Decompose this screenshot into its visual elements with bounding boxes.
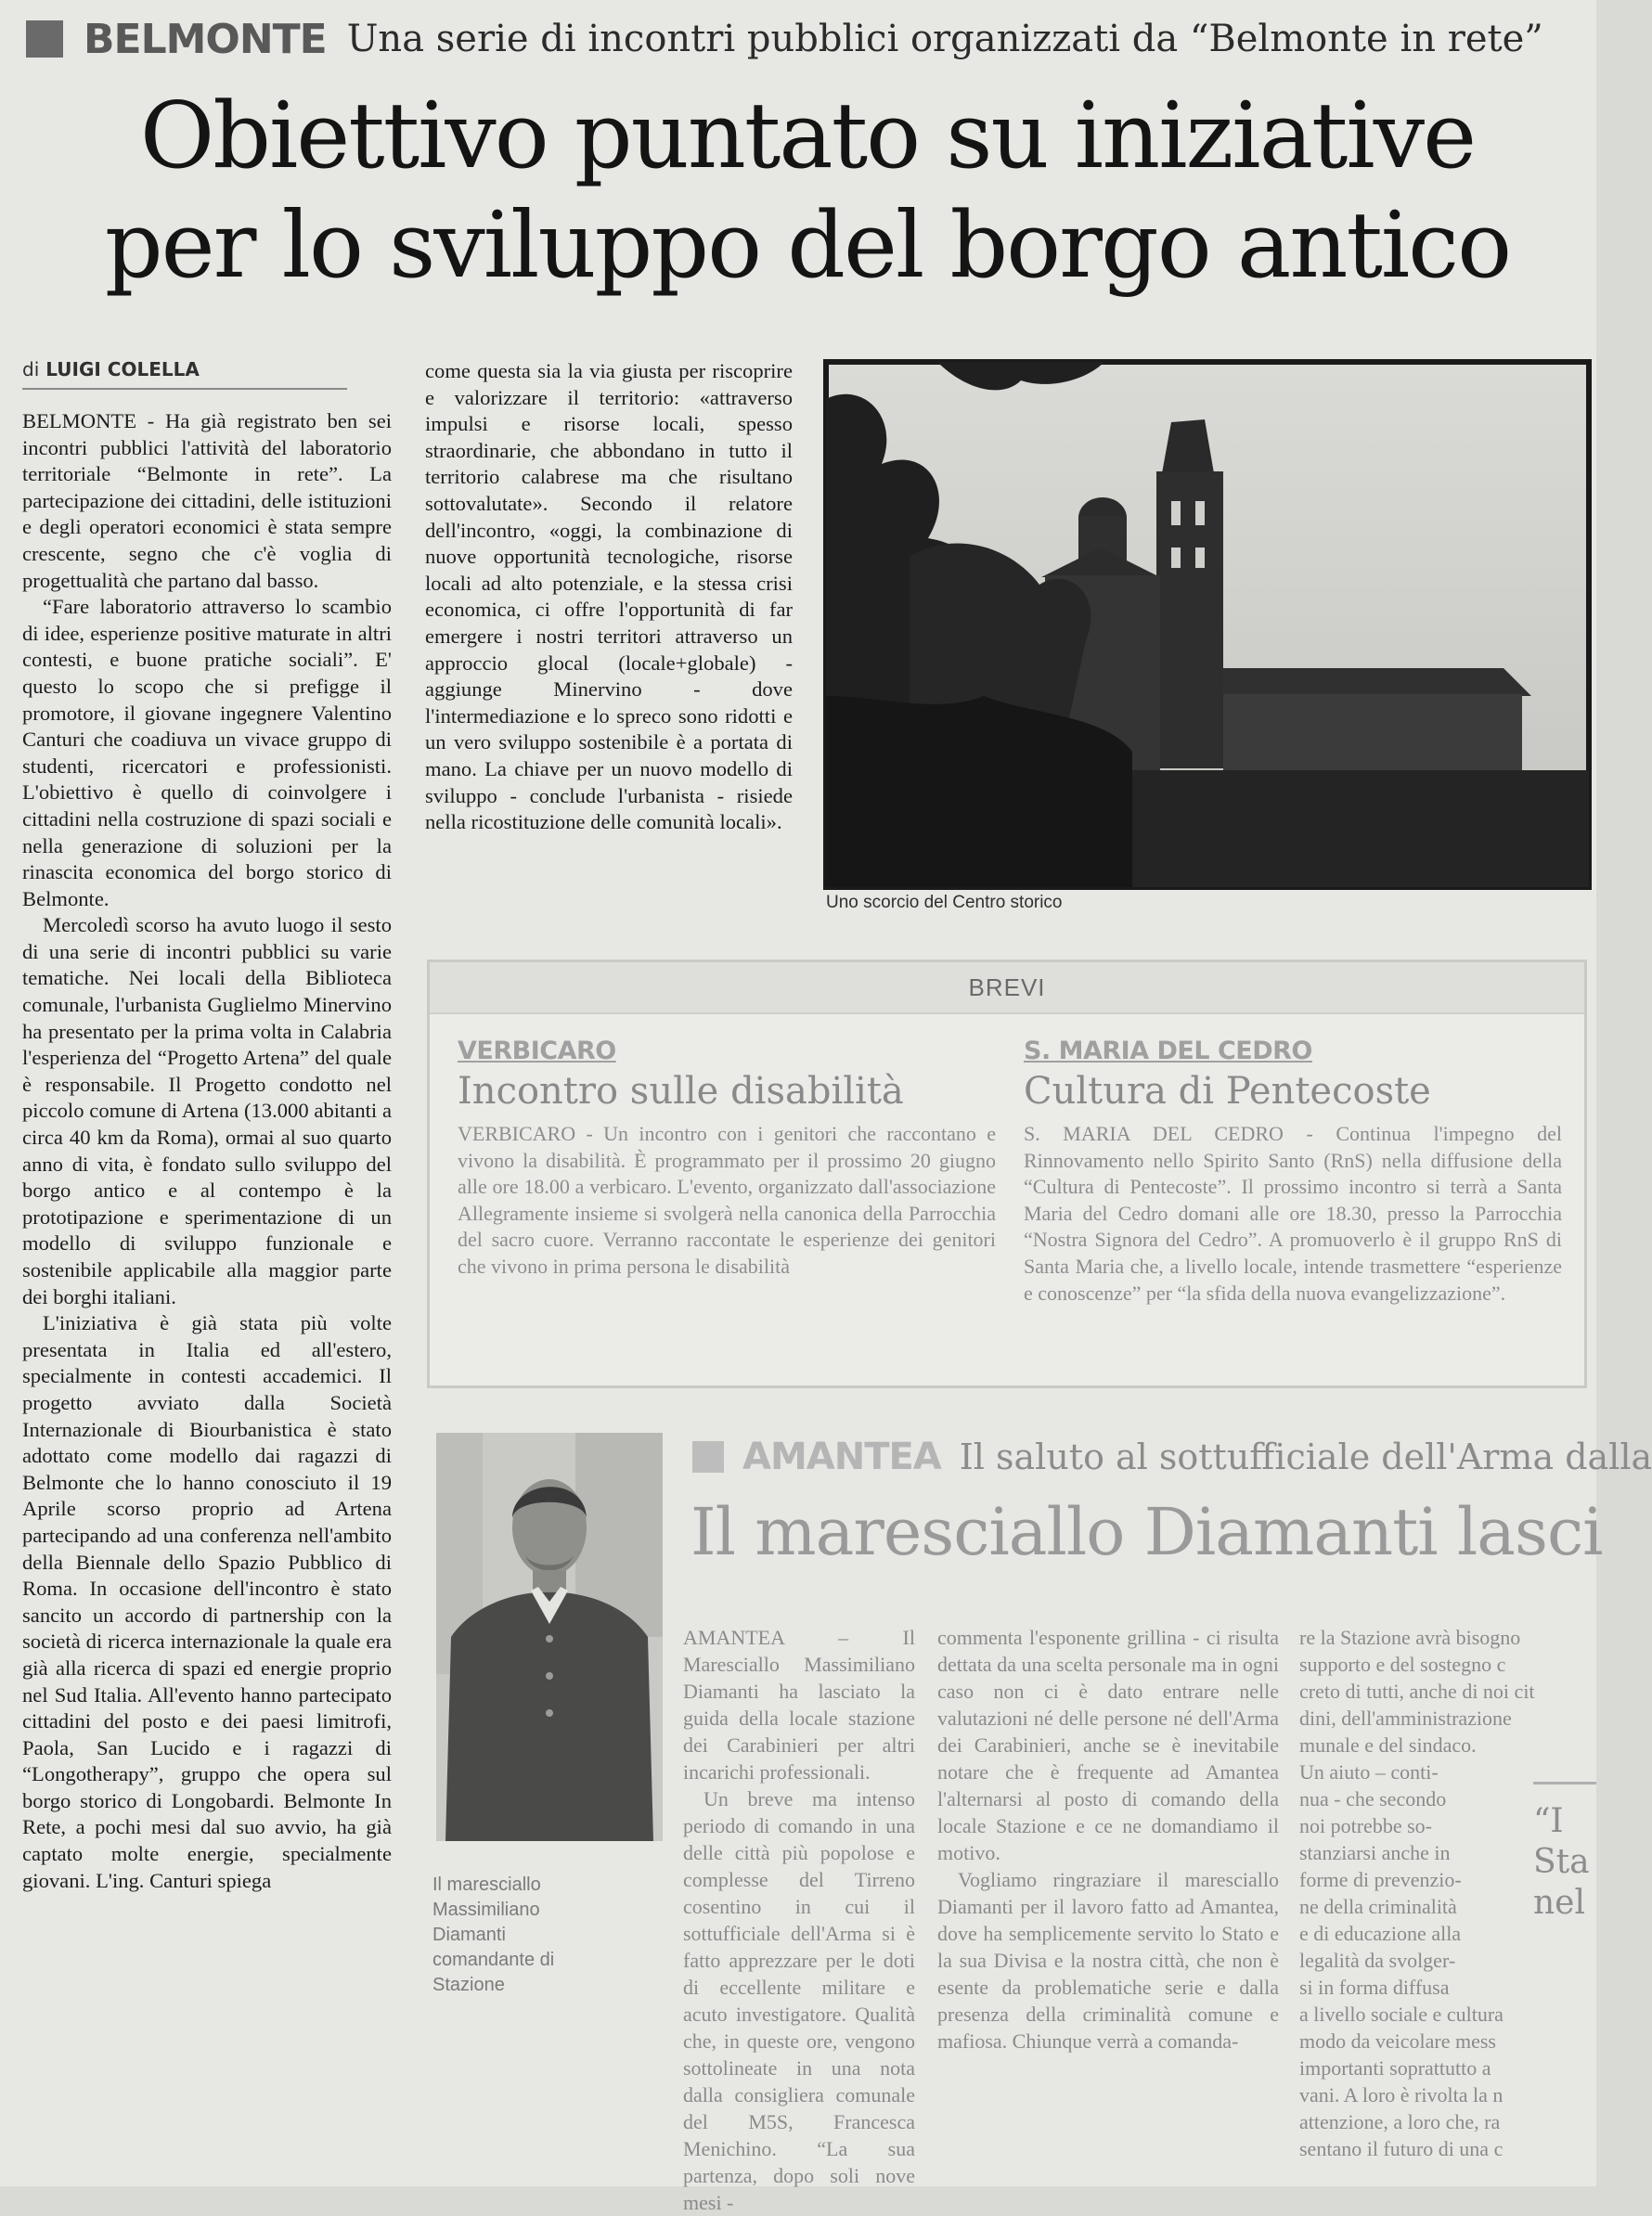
article2-line: ne della criminalità — [1299, 1895, 1457, 1918]
pull-quote-line: “I — [1533, 1802, 1564, 1840]
pull-quote-fragment — [1533, 1782, 1596, 1931]
article2-paragraph: AMANTEA – Il Maresciallo Massimiliano Diamanti ha lasciato la guida della locale stazione dei Carabinieri per altri incarichi professionali. — [683, 1626, 915, 1784]
article2-line: forme di prevenzio- — [1299, 1868, 1462, 1891]
brevi-text: S. MARIA DEL CEDRO - Continua l'impegno del Rinnovamento nello Spirito Santo (RnS) nella diffusione della “Cultura di Pentecoste”. Il prossimo incontro si terrà a Santa Maria del Cedro domani alle ore 18.30, presso la Parrocchia “Nostra Signora del Cedro”. A promuoverlo è il gruppo RnS di Santa Maria che, a livello locale, intende trasmettere “esperienze e conoscenze” per “la sfida della nuova evangelizzazione”. — [1024, 1122, 1562, 1305]
section-kicker — [26, 13, 1585, 65]
photo-caption: Uno scorcio del Centro storico — [826, 893, 1063, 912]
article-column-2 — [425, 358, 793, 836]
article2-column-1 — [683, 1624, 915, 2216]
article-column-1 — [22, 408, 392, 1894]
article-paragraph: BELMONTE - Ha già registrato ben sei incontri pubblici l'attività del laboratorio territoriale “Belmonte in rete”. La partecipazione dei cittadini, delle istituzioni e degli operatori economici è stata sempre crescente, segno che c'è voglia di progettualità che partano dal basso. — [22, 409, 392, 592]
section-tag: BELMONTE — [84, 15, 327, 63]
article2-line: a livello sociale e cultura — [1299, 2003, 1504, 2026]
pull-quote-line: Sta — [1533, 1843, 1590, 1881]
article2-column-2 — [937, 1624, 1279, 2055]
pull-quote-line: nel — [1533, 1884, 1586, 1922]
brevi-title: Cultura di Pentecoste — [1024, 1070, 1431, 1113]
headline-line-2: per lo sviluppo del borgo antico — [104, 193, 1511, 299]
brevi-header: BREVI — [430, 962, 1584, 1014]
portrait-caption: Il maresciallo Massimiliano Diamanti comandante di Stazione — [432, 1875, 555, 1995]
article2-paragraph: Vogliamo ringraziare il maresciallo Diamanti per il lavoro fatto ad Amantea, dove ha semplicemente servito lo Stato e la sua Divisa e la nostra città, che non è esente da problematiche serie e dalla presenza della criminalità comune e mafiosa. Chiunque verrà a comanda- — [937, 1868, 1279, 2053]
brevi-location: S. MARIA DEL CEDRO — [1024, 1037, 1312, 1065]
article2-headline: Il maresciallo Diamanti lasci — [690, 1494, 1603, 1570]
brevi-box — [427, 960, 1587, 1388]
article2-line: attenzione, a loro che, ra — [1299, 2110, 1501, 2133]
article2-line: Un aiuto – conti- — [1299, 1760, 1439, 1784]
article2-paragraph: Un breve ma intenso periodo di comando in una delle città più popolose e complesse del Tirreno cosentino in cui il sottufficiale dell'Arma si è fatto apprezzare per le doti di eccellente militare e acuto investigatore. Qualità che, in queste ore, vengono sottolineate in una nota dalla consigliera comunale del M5S, Francesca Menichino. “La sua partenza, dopo soli nove mesi - — [683, 1787, 915, 2214]
article2-line: importanti soprattutto a — [1299, 2056, 1491, 2080]
section-tagline-2: Il saluto al sottufficiale dell'Arma dalla — [959, 1437, 1652, 1477]
section-marker-icon — [26, 20, 63, 58]
brevi-item — [1024, 1037, 1562, 1307]
article2-line: stanziarsi anche in — [1299, 1841, 1451, 1864]
article-paragraph: Mercoledì scorso ha avuto luogo il sesto di una serie di incontri pubblici su varie tematiche. Nei locali della Biblioteca comunale, l'urbanista Guglielmo Minervino ha presentato per la prima volta in Calabria l'esperienza del “Progetto Artena” del quale è responsabile. Il Progetto condotto nel piccolo comune di Artena (13.000 abitanti a circa 40 km da Roma), ormai al suo quarto anno di vita, è fondato sullo sviluppo del borgo antico e al contempo è la prototipazione e sperimentazione di un modello di sviluppo funzionale e sostenibile applicabile alla maggior parte dei borghi italiani. — [22, 913, 392, 1308]
article2-line: munale e del sindaco. — [1299, 1733, 1477, 1757]
article2-line: modo da veicolare mess — [1299, 2029, 1496, 2053]
section-tagline: Una serie di incontri pubblici organizzati da “Belmonte in rete” — [346, 18, 1543, 60]
section-tag-2: AMANTEA — [742, 1436, 941, 1478]
article2-line: e di educazione alla — [1299, 1922, 1462, 1945]
article-paragraph: L'iniziativa è già stata più volte presentata in Italia ed all'estero, specialmente in contesti accademici. Il progetto avviato dalla Società Internazionale di Biourbanistica è stato adottato come modello dai ragazzi di Belmonte che lo hanno conosciuto il 19 Aprile scorso proprio ad Artena partecipando ad una conferenza nell'ambito della Biennale dello Spazio Pubblico di Roma. In occasione dell'incontro è stato sancito un accordo di partnership con la società di ricerca internazionale la quale era già alla ricerca di spazi ed energie proprio nel Sud Italia. All'evento hanno partecipato cittadini del posto e dei paesi limitrofi, Paola, San Lucido e i ragazzi di “Longotherapy”, gruppo che opera sul borgo storico di Longobardi. Belmonte In Rete, a pochi mesi dal suo avvio, ha già captato molte energie, specialmente giovani. L'ing. Canturi spiega — [22, 1311, 392, 1892]
article-headline — [65, 82, 1550, 301]
section-marker-icon — [692, 1441, 724, 1473]
section-kicker-2 — [692, 1429, 1652, 1485]
article-paragraph: “Fare laboratorio attraverso lo scambio di idee, esperienze positive maturate in altri contesti, e buone pratiche sociali”. E' questo lo scopo che si prefigge il promotore, il giovane ingegnere Valentino Canturi che coadiuva un vivace gruppo di studenti, ricercatori e professionisti. L'obiettivo è quello di coinvolgere i cittadini nella costruzione di spazi sociali e nella generazione di soluzioni per la rinascita economica del borgo storico di Belmonte. — [22, 595, 392, 910]
article-paragraph: come questa sia la via giusta per riscoprire e valorizzare il territorio: «attraverso impulsi e risorse locali, spesso straordinarie, che abbondano in tutto il territorio calabrese ma che risultano sottovalutate». Secondo il relatore dell'incontro, «oggi, la combinazione di nuove opportunità tecnologiche, risorse locali ad alto potenziale, e la stessa crisi economica, ci offre l'opportunità di far emergere i nostri territori attraverso un approccio glocal (locale+globale) - aggiunge Minervino - dove l'intermediazione e lo spreco sono ridotti e un vero sviluppo sostenibile è a portata di mano. La chiave per un nuovo modello di sviluppo - conclude l'urbanista - risiede nella ricostituzione delle comunità locali». — [425, 359, 793, 834]
article2-line: supporto e del sostegno c — [1299, 1653, 1506, 1676]
byline-author: LUIGI COLELLA — [45, 358, 200, 380]
byline — [22, 358, 347, 390]
brevi-title: Incontro sulle disabilità — [458, 1070, 904, 1113]
article2-line: nua - che secondo — [1299, 1787, 1447, 1810]
article2-line: sentano il futuro di una c — [1299, 2137, 1504, 2160]
article2-line: re la Stazione avrà bisogno — [1299, 1626, 1521, 1649]
historic-center-photo — [826, 362, 1589, 887]
article2-line: creto di tutti, anche di noi cit — [1299, 1680, 1535, 1703]
marshal-portrait-photo — [436, 1433, 663, 1841]
church-bell-tower-image — [826, 362, 1589, 887]
brevi-item — [458, 1037, 996, 1281]
article2-line: legalità da svolger- — [1299, 1949, 1456, 1972]
headline-line-1: Obiettivo puntato su iniziative — [139, 84, 1476, 189]
portrait-image — [436, 1433, 663, 1841]
article2-line: noi potrebbe so- — [1299, 1814, 1432, 1837]
brevi-text: VERBICARO - Un incontro con i genitori che raccontano e vivono la disabilità. È programmato per il prossimo 20 giugno alle ore 18.00 a verbicaro. L'evento, organizzato dall'associazione Allegramente insieme si svolgerà nella canonica della Parrocchia del sacro cuore. Verranno raccontate le esperienze dei genitori che vivono in prima persona le disabilità — [458, 1122, 996, 1278]
article2-paragraph: commenta l'esponente grillina - ci risulta dettata da una scelta personale ma in ogni caso non ci è dato entrare nelle valutazioni né delle persone né dell'Arma dei Carabinieri, anche se è inevitabile notare che è frequente ad Amantea l'alternarsi al posto di comando della locale Stazione e ce ne domandiamo il motivo. — [937, 1626, 1279, 1864]
byline-prefix: di — [22, 358, 40, 380]
article2-line: dini, dell'amministrazione — [1299, 1707, 1512, 1730]
brevi-location: VERBICARO — [458, 1037, 616, 1065]
article2-line: vani. A loro è rivolta la n — [1299, 2083, 1504, 2106]
article2-line: si in forma diffusa — [1299, 1976, 1450, 1999]
